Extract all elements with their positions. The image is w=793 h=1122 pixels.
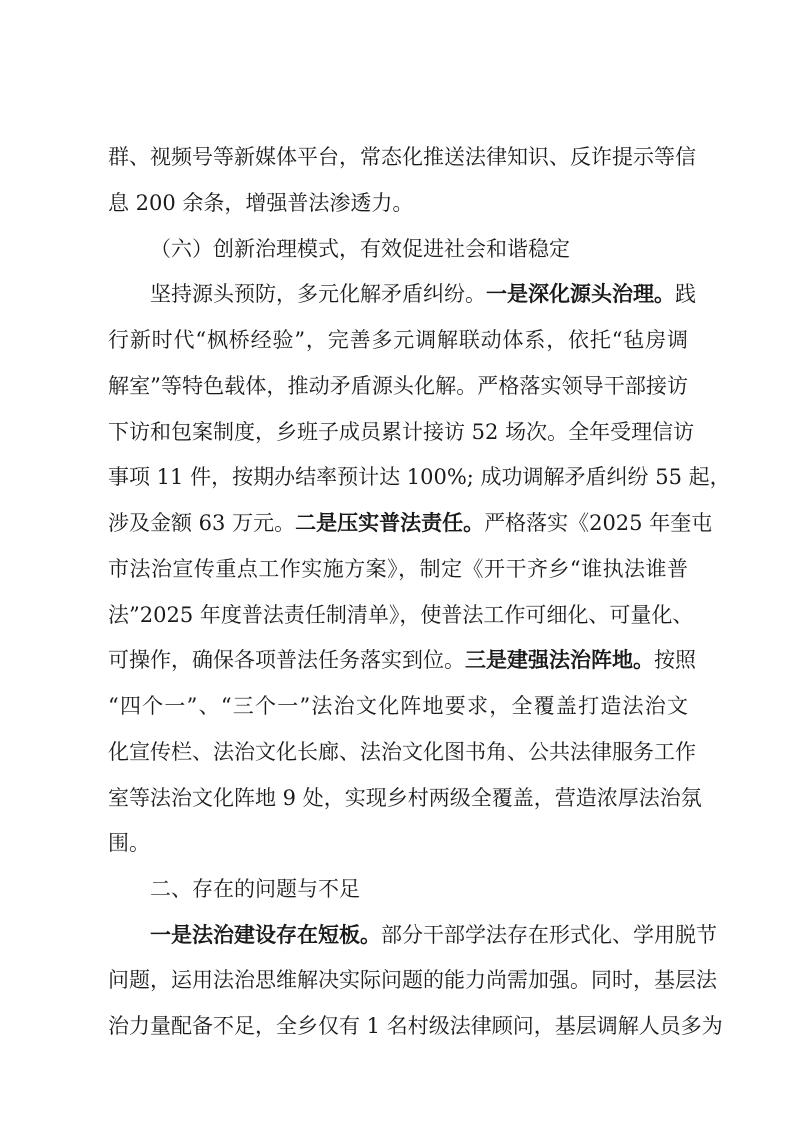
paragraph-line: 室等法治文化阵地 9 处，实现乡村两级全覆盖，营造浓厚法治氛 bbox=[108, 786, 702, 810]
paragraph-line: 息 200 余条，增强普法渗透力。 bbox=[108, 191, 414, 215]
paragraph-line: 问题，运用法治思维解决实际问题的能力尚需加强。同时，基层法 bbox=[108, 968, 717, 992]
paragraph-line: “四个一”、“三个一”法治文化阵地要求，全覆盖打造法治文 bbox=[108, 694, 688, 718]
paragraph-line: 化宣传栏、法治文化长廊、法治文化图书角、公共法律服务工作 bbox=[108, 740, 696, 764]
paragraph-line: 解室”等特色载体，推动矛盾源头化解。严格落实领导干部接访 bbox=[108, 374, 688, 398]
bold-keyphrase: 三是建强法治阵地。 bbox=[465, 647, 654, 672]
bold-keyphrase: 二是压实普法责任。 bbox=[295, 510, 485, 535]
paragraph-line: 治力量配备不足，全乡仅有 1 名村级法律顾问，基层调解人员多为 bbox=[108, 1014, 723, 1038]
paragraph-line: 法”2025 年度普法责任制清单》，使普法工作可细化、可量化、 bbox=[108, 603, 694, 627]
paragraph-line: 下访和包案制度，乡班子成员累计接访 52 场次。全年受理信访 bbox=[108, 420, 695, 444]
paragraph-line: 涉及金额 63 万元。二是压实普法责任。严格落实《2025 年奎屯 bbox=[108, 510, 713, 535]
paragraph-line: 可操作，确保各项普法任务落实到位。三是建强法治阵地。按照 bbox=[108, 647, 696, 672]
chapter-heading: 二、存在的问题与不足 bbox=[150, 877, 360, 901]
paragraph-line: 一是法治建设存在短板。部分干部学法存在形式化、学用脱节 bbox=[150, 922, 717, 947]
paragraph-line: 市法治宣传重点工作实施方案》，制定《开干齐乡“谁执法谁普 bbox=[108, 557, 688, 581]
paragraph-line: 围。 bbox=[108, 831, 150, 855]
paragraph-line: 群、视频号等新媒体平台，常态化推送法律知识、反诈提示等信 bbox=[108, 145, 696, 169]
paragraph-line: 事项 11 件，按期办结率预计达 100%; 成功调解矛盾纠纷 55 起， bbox=[108, 465, 731, 489]
paragraph-line: 行新时代“枫桥经验”，完善多元调解联动体系，依托“毡房调 bbox=[108, 328, 688, 352]
section-heading: （六）创新治理模式，有效促进社会和谐稳定 bbox=[150, 237, 570, 261]
bold-keyphrase: 一是法治建设存在短板。 bbox=[150, 922, 381, 947]
bold-keyphrase: 一是深化源头治理。 bbox=[486, 281, 675, 306]
paragraph-line: 坚持源头预防，多元化解矛盾纠纷。一是深化源头治理。践 bbox=[150, 281, 696, 306]
